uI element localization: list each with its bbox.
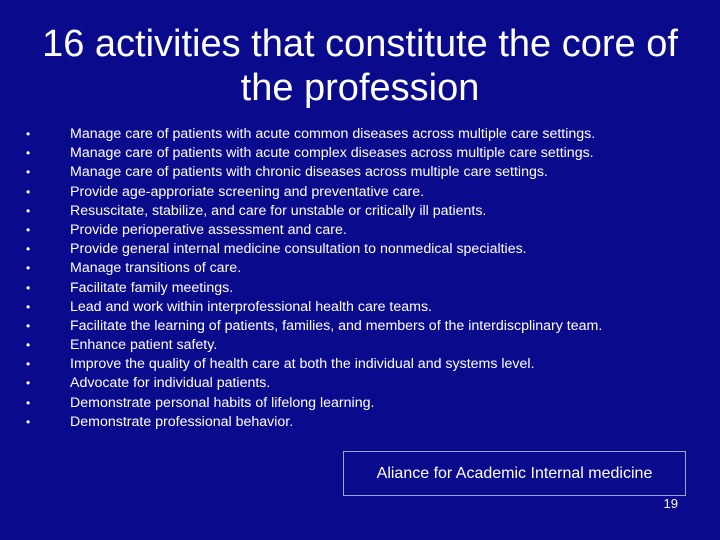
source-label: Aliance for Academic Internal medicine [376, 464, 653, 482]
activity-item [26, 298, 696, 317]
activity-text: Enhance patient safety. [70, 337, 218, 354]
activity-item [26, 125, 696, 144]
bullet-icon: • [26, 127, 31, 141]
bullet-icon: • [26, 414, 31, 429]
activity-text: Manage care of patients with acute complex diseases across multiple care settings. [70, 145, 594, 162]
activity-item [26, 221, 696, 240]
activity-item [26, 374, 696, 393]
bullet-icon: • [26, 395, 31, 410]
bullet-icon: • [26, 338, 31, 353]
activity-item [26, 240, 696, 259]
activity-item [26, 163, 696, 182]
activity-text: Manage care of patients with chronic diseases across multiple care settings. [70, 164, 548, 181]
bullet-icon: • [26, 165, 31, 180]
activity-text: Manage transitions of care. [70, 260, 242, 277]
activity-text: Facilitate family meetings. [70, 279, 234, 296]
activity-text: Provide age-approriate screening and preventative care. [70, 183, 425, 200]
activity-item [26, 336, 696, 355]
activity-item [26, 279, 696, 298]
activity-item [26, 317, 696, 336]
activity-item [26, 144, 696, 163]
page-number: 19 [663, 496, 678, 511]
bullet-icon: • [26, 203, 31, 218]
activity-item [26, 355, 696, 374]
bullet-icon: • [26, 318, 31, 333]
bullet-icon: • [26, 376, 31, 391]
activity-text: Manage care of patients with acute common diseases across multiple care settings. [70, 126, 596, 142]
activity-text: Demonstrate professional behavior. [70, 413, 294, 430]
activity-text: Facilitate the learning of patients, families, and members of the interdiscplinary team. [70, 317, 603, 334]
activity-text: Provide general internal medicine consultation to nonmedical specialties. [70, 241, 527, 258]
activity-text: Provide perioperative assessment and care. [70, 221, 347, 238]
slide-title: 16 activities that constitute the core of the profession [42, 23, 678, 109]
activity-item [26, 183, 696, 202]
activity-item [26, 202, 696, 221]
bullet-icon: • [26, 261, 31, 276]
activity-text: Resuscitate, stabilize, and care for unstable or critically ill patients. [70, 202, 487, 219]
activity-item [26, 259, 696, 278]
activity-text: Demonstrate personal habits of lifelong learning. [70, 394, 375, 411]
activity-text: Improve the quality of health care at both the individual and systems level. [70, 356, 535, 373]
bullet-icon: • [26, 184, 31, 199]
activity-text: Lead and work within interprofessional health care teams. [70, 298, 432, 315]
activity-list [26, 125, 696, 432]
activity-text: Advocate for individual patients. [70, 375, 271, 392]
bullet-icon: • [26, 146, 31, 161]
bullet-icon: • [26, 222, 31, 237]
source-box [343, 451, 686, 496]
activity-item [26, 413, 696, 432]
activity-item [26, 394, 696, 413]
bullet-icon: • [26, 357, 31, 372]
bullet-icon: • [26, 280, 31, 295]
bullet-icon: • [26, 242, 31, 257]
bullet-icon: • [26, 299, 31, 314]
